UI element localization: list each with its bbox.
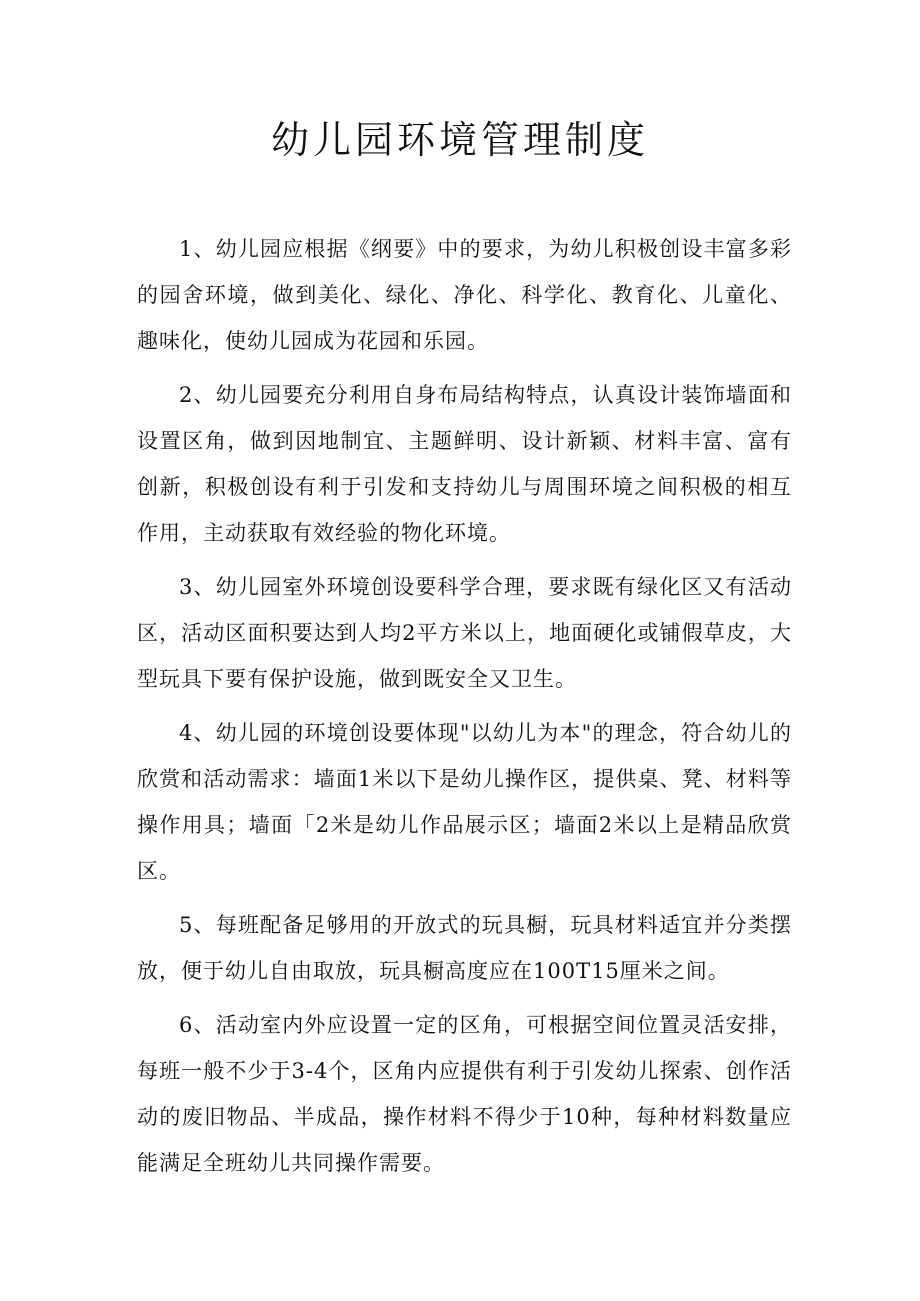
paragraph-6: 6、活动室内外应设置一定的区角，可根据空间位置灵活安排，每班一般不少于3-4个，区角内应提供有利于引发幼儿探索、创作活动的废旧物品、半成品，操作材料不得少于10种，每种材料数量应能满足全班幼儿共同操作需要。: [137, 1013, 792, 1175]
document-body: [137, 226, 792, 1186]
paragraph-5: 5、每班配备足够用的开放式的玩具橱，玩具材料适宜并分类摆放，便于幼儿自由取放，玩具橱高度应在100T15厘米之间。: [137, 913, 792, 983]
paragraph-1: 1、幼儿园应根据《纲要》中的要求，为幼儿积极创设丰富多彩的园舍环境，做到美化、绿化、净化、科学化、教育化、儿童化、趣味化，使幼儿园成为花园和乐园。: [137, 237, 792, 353]
paragraph-3: 3、幼儿园室外环境创设要科学合理，要求既有绿化区又有活动区，活动区面积要达到人均2平方米以上，地面硬化或铺假草皮，大型玩具下要有保护设施，做到既安全又卫生。: [137, 575, 792, 691]
paragraph-4: 4、幼儿园的环境创设要体现"以幼儿为本"的理念，符合幼儿的欣赏和活动需求：墙面1米以下是幼儿操作区，提供桌、凳、材料等操作用具；墙面「2米是幼儿作品展示区；墙面2米以上是精品欣赏区。: [137, 721, 792, 883]
document-title: 幼儿园环境管理制度: [270, 118, 649, 162]
paragraph-2: 2、幼儿园要充分利用自身布局结构特点，认真设计装饰墙面和设置区角，做到因地制宜、主题鲜明、设计新颖、材料丰富、富有创新，积极创设有利于引发和支持幼儿与周围环境之间积极的相互作用，主动获取有效经验的物化环境。: [137, 383, 792, 545]
